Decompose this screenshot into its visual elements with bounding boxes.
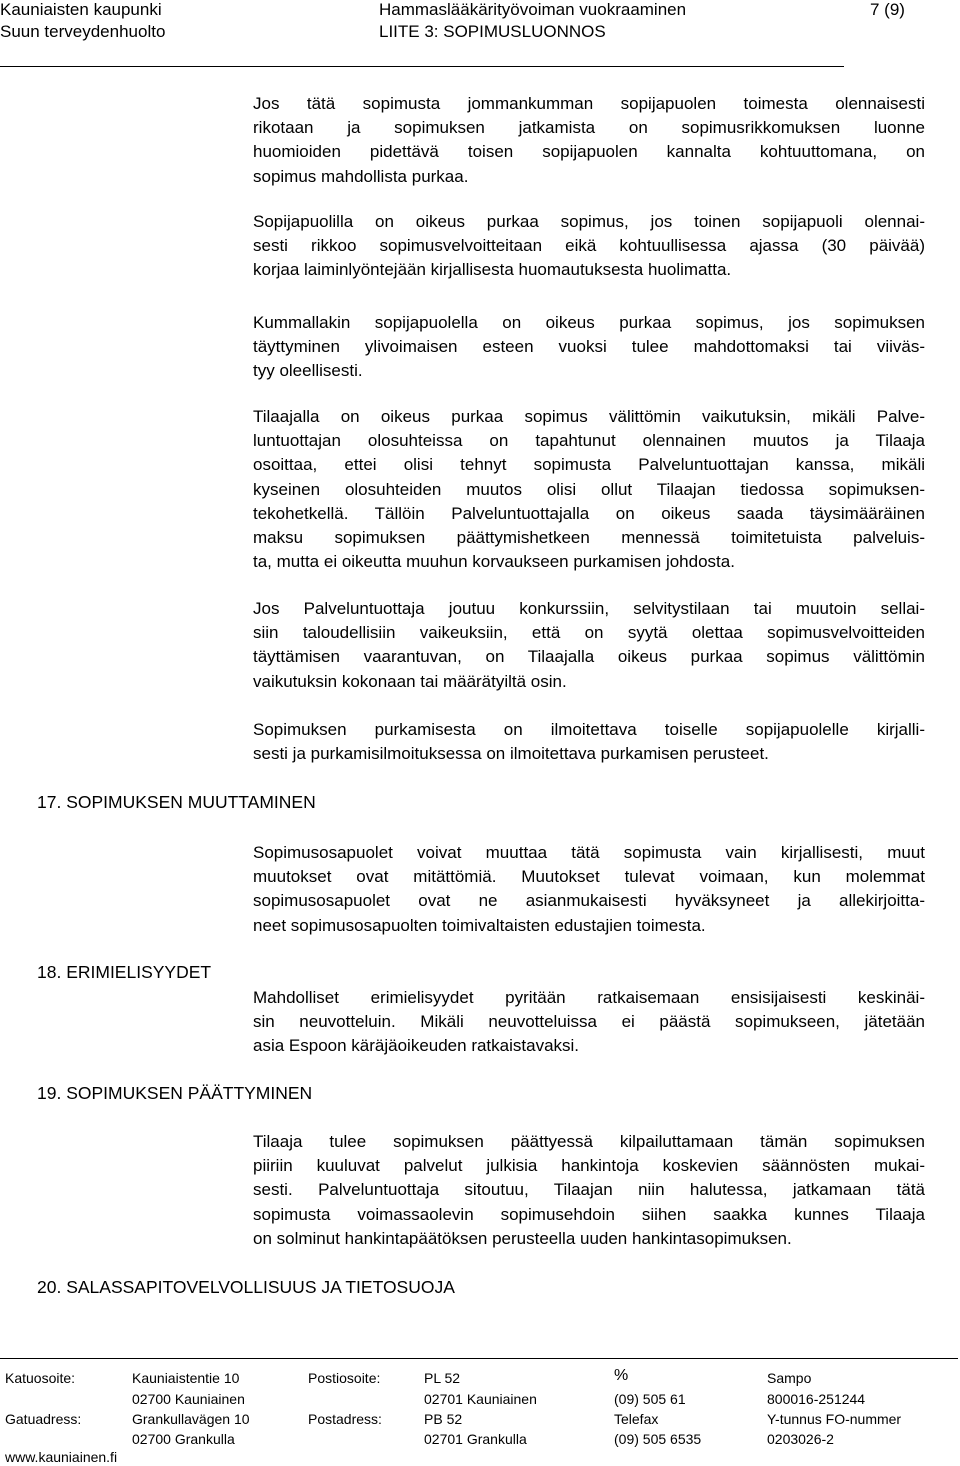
text-line: rikotaan ja sopimuksen jatkamista on sopimusrikkomuksen luonne <box>253 118 925 138</box>
text-line: sin neuvotteluin. Mikäli neuvotteluissa ei päästä sopimukseen, jätetään <box>253 1012 925 1032</box>
section-heading-18: 18. ERIMIELISYYDET <box>37 962 212 982</box>
paragraph <box>253 986 925 1059</box>
text-line: vaikutuksin kokonaan tai määrätyiltä osin. <box>253 671 567 691</box>
text-line: maksu sopimuksen päättymishetkeen mennessä toimitetuista palveluis- <box>253 527 925 547</box>
header-dept: Suun terveydenhuolto <box>0 22 166 41</box>
paragraph <box>253 718 925 766</box>
text-line: Tilaaja tulee sopimuksen päättyessä kilpailuttamaan tämän sopimuksen <box>253 1132 925 1151</box>
footer-telefax-label: Telefax <box>614 1411 659 1427</box>
footer-post-2: 02701 Grankulla <box>424 1431 527 1447</box>
text-line: Kummallakin sopijapuolella on oikeus purkaa sopimus, jos sopimuksen <box>253 313 925 332</box>
paragraph <box>253 311 925 384</box>
footer-katu-2: 02700 Kauniainen <box>132 1391 245 1407</box>
text-line: sesti. Palveluntuottaja sitoutuu, Tilaajan niin halutessa, jatkamaan tätä <box>253 1180 925 1200</box>
paragraph <box>253 92 925 189</box>
text-line: Jos Palveluntuottaja joutuu konkurssiin, selvitystilaan tai muutoin sellai- <box>253 599 925 618</box>
footer-email-value: 800016-251244 <box>767 1391 866 1407</box>
text-line: täyttämisen vaarantuvan, on Tilaajalla oikeus purkaa sopimus välittömin <box>253 647 925 667</box>
text-line: piiriin kuuluvat palvelut julkisia hankintoja koskevien säännösten mukai- <box>253 1156 925 1176</box>
text-line: neet sopimusosapuolten toimivaltaisten edustajien toimesta. <box>253 915 706 935</box>
paragraph <box>253 841 925 938</box>
text-line: sopimusosapuolet ovat ne asianmukaisesti hyväksyneet ja allekirjoitta- <box>253 891 925 911</box>
text-line: asia Espoon käräjäoikeuden ratkaistavaksi. <box>253 1036 580 1056</box>
text-line: Sopijapuolilla on oikeus purkaa sopimus, jos toinen sopijapuoli olennai- <box>253 212 925 231</box>
page-number: 7 (9) <box>870 0 905 19</box>
footer-katu-label: Katuosoite: <box>5 1370 76 1386</box>
footer-phone: (09) 505 61 <box>614 1391 686 1407</box>
text-line: tekohetkellä. Tällöin Palveluntuottajalla on oikeus saada täysimääräinen <box>253 503 925 523</box>
header-org: Kauniaisten kaupunki <box>0 0 162 19</box>
text-line: Tilaajalla on oikeus purkaa sopimus välittömin vaikutuksin, mikäli Palve- <box>253 407 925 426</box>
text-line: sopimusta voimassaolevin sopimusehdoin siihen saakka kunnes Tilaaja <box>253 1204 925 1224</box>
header-subtitle: LIITE 3: SOPIMUSLUONNOS <box>379 22 606 41</box>
text-line: Mahdolliset erimielisyydet pyritään ratkaisemaan ensisijaisesti keskinäi- <box>253 988 925 1007</box>
footer-rule <box>0 1358 958 1359</box>
footer-posti-label: Postiosoite: <box>308 1370 381 1386</box>
text-line: huomioiden pidettävä toisen sopijapuolen kannalta kohtuuttomana, on <box>253 142 925 162</box>
footer-website-link[interactable]: www.kauniainen.fi <box>5 1449 118 1465</box>
footer-posti-2: 02701 Kauniainen <box>424 1391 537 1407</box>
footer-posti-1: PL 52 <box>424 1370 461 1386</box>
paragraph <box>253 405 925 574</box>
section-heading-20: 20. SALASSAPITOVELVOLLISUUS JA TIETOSUOJA <box>37 1277 455 1297</box>
text-line: täyttyminen ylivoimaisen esteen vuoksi tulee mahdottomaksi tai viiväs- <box>253 337 925 357</box>
text-line: muutokset ovat mitättömiä. Muutokset tulevat voimaan, kun molemmat <box>253 867 925 887</box>
paragraph <box>253 1130 925 1251</box>
header-title: Hammaslääkärityövoiman vuokraaminen <box>379 0 687 19</box>
text-line: ta, mutta ei oikeutta muuhun korvaukseen purkamisen johdosta. <box>253 552 735 572</box>
text-line: korjaa laiminlyöntejään kirjallisesta huomautuksesta huolimatta. <box>253 260 732 280</box>
text-line: Sopimuksen purkamisesta on ilmoitettava toiselle sopijapuolelle kirjalli- <box>253 720 925 739</box>
text-line: on solminut hankintapäätöksen perusteella uuden hankintasopimuksen. <box>253 1228 792 1248</box>
footer-katu-1: Kauniaistentie 10 <box>132 1370 240 1386</box>
section-heading-19: 19. SOPIMUKSEN PÄÄTTYMINEN <box>37 1083 313 1103</box>
paragraph <box>253 210 925 283</box>
section-heading-17: 17. SOPIMUKSEN MUUTTAMINEN <box>37 792 316 812</box>
footer-post-1: PB 52 <box>424 1411 463 1427</box>
footer-post-label: Postadress: <box>308 1411 382 1427</box>
paragraph <box>253 597 925 694</box>
text-line: tyy oleellisesti. <box>253 361 363 381</box>
footer-ytunnus: 0203026-2 <box>767 1431 834 1447</box>
text-line: Jos tätä sopimusta jommankumman sopijapuolen toimesta olennaisesti <box>253 94 925 113</box>
text-line: kyseinen olosuhteiden muutos olisi ollut Tilaajan tiedossa sopimuksen- <box>253 479 925 499</box>
footer-ytunnus-label: Y-tunnus FO-nummer <box>767 1411 902 1427</box>
text-line: sesti rikkoo sopimusvelvoitteitaan eikä kohtuullisessa ajassa (30 päivää) <box>253 236 925 256</box>
text-line: sesti ja purkamisilmoituksessa on ilmoitettava purkamisen perusteet. <box>253 744 769 764</box>
text-line: osoittaa, ettei olisi tehnyt sopimusta Palveluntuottajan kanssa, mikäli <box>253 455 925 475</box>
text-line: Sopimusosapuolet voivat muuttaa tätä sopimusta vain kirjallisesti, muut <box>253 843 925 862</box>
footer-gatu-1: Grankullavägen 10 <box>132 1411 250 1427</box>
text-line: siin taloudellisiin vaikeuksiin, että on syytä olettaa sopimusvelvoitteiden <box>253 623 925 643</box>
footer-gatu-label: Gatuadress: <box>5 1411 82 1427</box>
footer-telefax: (09) 505 6535 <box>614 1431 702 1447</box>
footer-gatu-2: 02700 Grankulla <box>132 1431 235 1447</box>
header-rule <box>0 66 844 67</box>
text-line: sopimus mahdollista purkaa. <box>253 166 469 186</box>
phone-icon: % <box>614 1367 629 1384</box>
text-line: luntuottajan olosuhteissa on tapahtunut olennainen muutos ja Tilaaja <box>253 431 925 451</box>
footer-email-label: Sampo <box>767 1370 812 1386</box>
